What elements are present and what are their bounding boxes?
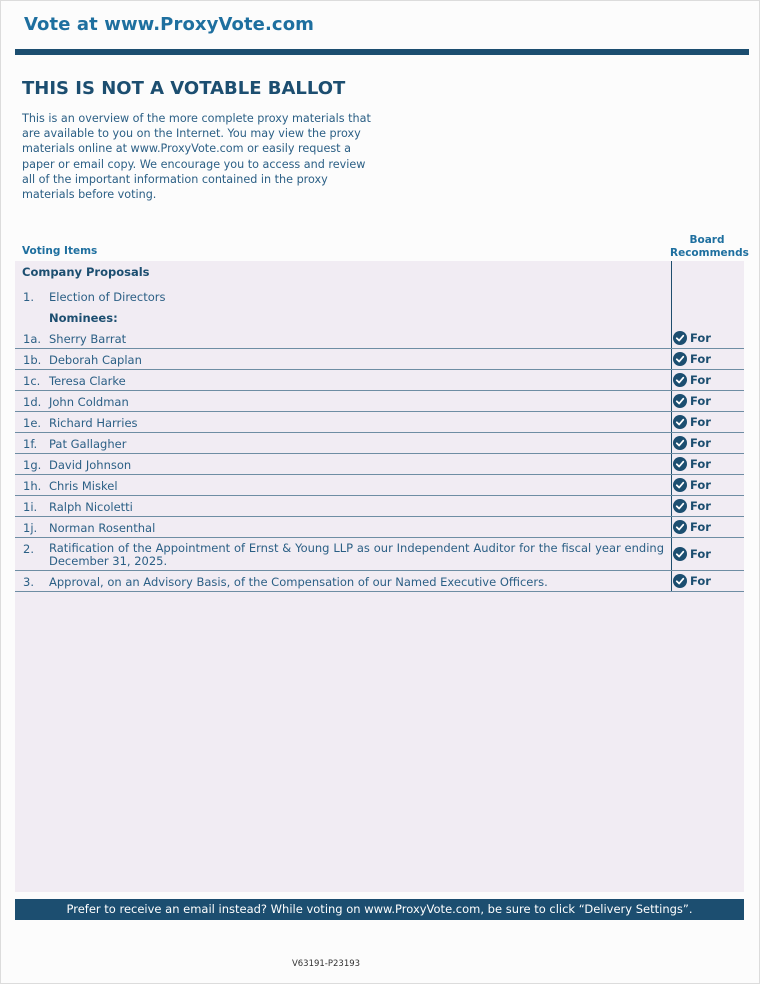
recommendation-label: For	[690, 457, 711, 471]
ballot-title: THIS IS NOT A VOTABLE BALLOT	[22, 78, 346, 99]
recommendation	[673, 331, 711, 345]
nominee-number: 1e.	[23, 416, 42, 430]
recommendation-label: For	[690, 520, 711, 534]
voting-items-heading: Voting Items	[22, 245, 98, 257]
delivery-settings-banner: Prefer to receive an email instead? While voting on www.ProxyVote.com, be sure to click “Delivery Settings”.	[15, 899, 744, 920]
recommendation-label: For	[690, 352, 711, 366]
recommendation	[673, 415, 711, 429]
check-circle-icon	[673, 457, 687, 471]
proposal-text: Approval, on an Advisory Basis, of the Compensation of our Named Executive Officers.	[49, 575, 548, 589]
header-title[interactable]: Vote at www.ProxyVote.com	[24, 14, 315, 35]
recommendation	[673, 373, 711, 387]
board-heading-line1: Board	[689, 234, 725, 246]
intro-paragraph: This is an overview of the more complete proxy materials that are available to you on the Internet. You may view the proxy materials online at www.ProxyVote.com or easily request a paper or email copy. We encourage you to access and review all of the important information contained in the proxy materials before voting.	[22, 112, 371, 202]
proposal-number: 1.	[23, 290, 34, 304]
recommendation-label: For	[690, 478, 711, 492]
nominee-row	[15, 475, 744, 496]
check-circle-icon	[673, 394, 687, 408]
document-code: V63191-P23193	[291, 959, 361, 969]
recommendation-label: For	[690, 415, 711, 429]
nominee-name: Deborah Caplan	[49, 353, 142, 367]
nominees-label: Nominees:	[49, 311, 118, 325]
nominee-row	[15, 496, 744, 517]
recommendation	[673, 547, 711, 561]
recommendation-label: For	[690, 331, 711, 345]
nominee-name: John Coldman	[49, 395, 129, 409]
recommendation-label: For	[690, 394, 711, 408]
nominee-name: Chris Miskel	[49, 479, 118, 493]
check-circle-icon	[673, 574, 687, 588]
proposal-1-row	[15, 290, 744, 306]
header-rule	[15, 49, 749, 55]
nominee-name: Richard Harries	[49, 416, 138, 430]
nominee-number: 1h.	[23, 479, 42, 493]
nominee-name: Ralph Nicoletti	[49, 500, 133, 514]
proposal-2-row	[15, 538, 744, 571]
nominee-row	[15, 328, 744, 349]
nominee-number: 1a.	[23, 332, 42, 346]
recommendation	[673, 436, 711, 450]
nominee-row	[15, 454, 744, 475]
nominee-name: Pat Gallagher	[49, 437, 127, 451]
nominee-row	[15, 517, 744, 538]
check-circle-icon	[673, 331, 687, 345]
nominee-number: 1c.	[23, 374, 41, 388]
check-circle-icon	[673, 547, 687, 561]
section-heading: Company Proposals	[22, 265, 150, 279]
nominee-name: Norman Rosenthal	[49, 521, 156, 535]
recommendation	[673, 499, 711, 513]
nominee-number: 1j.	[23, 521, 38, 535]
recommendation-label: For	[690, 499, 711, 513]
recommendation-label: For	[690, 373, 711, 387]
recommendation-label: For	[690, 547, 711, 561]
board-heading-line2: Recommends	[670, 246, 749, 259]
nominee-name: Teresa Clarke	[49, 374, 126, 388]
check-circle-icon	[673, 436, 687, 450]
check-circle-icon	[673, 373, 687, 387]
nominee-number: 1d.	[23, 395, 42, 409]
nominee-row	[15, 433, 744, 454]
proposal-text: Election of Directors	[49, 290, 166, 304]
proposal-number: 3.	[23, 575, 34, 589]
nominee-number: 1b.	[23, 353, 42, 367]
check-circle-icon	[673, 520, 687, 534]
board-recommends-heading	[670, 234, 749, 259]
nominee-name: David Johnson	[49, 458, 132, 472]
recommendation-label: For	[690, 574, 711, 588]
nominees-label-row	[15, 311, 744, 327]
check-circle-icon	[673, 499, 687, 513]
recommendation	[673, 520, 711, 534]
check-circle-icon	[673, 478, 687, 492]
nominee-number: 1f.	[23, 437, 38, 451]
nominee-row	[15, 349, 744, 370]
check-circle-icon	[673, 352, 687, 366]
nominee-number: 1g.	[23, 458, 42, 472]
nominee-row	[15, 391, 744, 412]
check-circle-icon	[673, 415, 687, 429]
nominee-name: Sherry Barrat	[49, 332, 127, 346]
nominee-row	[15, 412, 744, 433]
nominee-number: 1i.	[23, 500, 38, 514]
proposal-3-row	[15, 571, 744, 592]
recommendation	[673, 394, 711, 408]
recommendation	[673, 478, 711, 492]
recommendation	[673, 352, 711, 366]
recommendation-label: For	[690, 436, 711, 450]
nominee-row	[15, 370, 744, 391]
proposal-text: Ratification of the Appointment of Ernst & Young LLP as our Independent Auditor for the fiscal year ending December 31, 2025.	[49, 541, 664, 568]
recommendation	[673, 574, 711, 588]
proposal-number: 2.	[23, 542, 34, 556]
recommendation	[673, 457, 711, 471]
